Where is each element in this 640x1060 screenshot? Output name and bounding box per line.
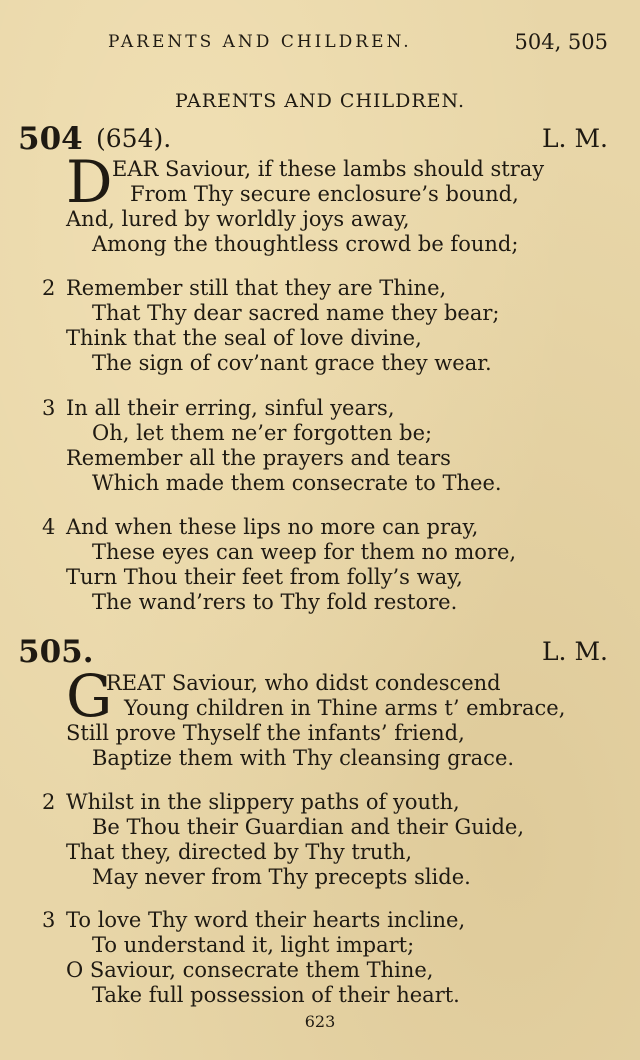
verse-line: Turn Thou their feet from folly’s way, [66, 565, 463, 589]
verse-line: Remember still that they are Thine, [66, 276, 447, 300]
section-heading: PARENTS AND CHILDREN. [175, 90, 465, 112]
running-title: PARENTS AND CHILDREN. [108, 32, 412, 52]
verse-line: The wand’rers to Thy fold restore. [92, 590, 458, 614]
verse-line: That Thy dear sacred name they bear; [92, 301, 500, 325]
hymn-number: 504 [18, 121, 83, 157]
page-folio: 623 [304, 1012, 336, 1031]
page-numbers: 504, 505 [514, 30, 608, 54]
verse-line: From Thy secure enclosure’s bound, [130, 182, 519, 206]
verse-line: The sign of cov’nant grace they wear. [92, 351, 492, 375]
verse-line: In all their erring, sinful years, [66, 396, 395, 420]
verse-line: Be Thou their Guardian and their Guide, [92, 815, 525, 839]
verse-line: Which made them consecrate to Thee. [92, 471, 502, 495]
verse-line: REAT Saviour, who didst condescend [106, 671, 501, 695]
verse-line: Think that the seal of love divine, [66, 326, 422, 350]
verse-line: O Saviour, consecrate them Thine, [66, 958, 434, 982]
verse-line: Take full possession of their heart. [92, 983, 460, 1007]
verse-line: Whilst in the slippery paths of youth, [66, 790, 460, 814]
verse-line: That they, directed by Thy truth, [66, 840, 413, 864]
verse-line: Still prove Thyself the infants’ friend, [66, 721, 465, 745]
verse-line: These eyes can weep for them no more, [92, 540, 517, 564]
verse-line: Oh, let them ne’er forgotten be; [92, 421, 433, 445]
verse-line: To understand it, light impart; [92, 933, 415, 957]
verse-line: And when these lips no more can pray, [66, 515, 479, 539]
verse-line: And, lured by worldly joys away, [66, 207, 410, 231]
verse-number: 4 [42, 515, 56, 539]
verse-line: Remember all the prayers and tears [66, 446, 451, 470]
verse-line: EAR Saviour, if these lambs should stray [112, 157, 545, 181]
verse-number: 2 [42, 276, 56, 300]
verse-number: 2 [42, 790, 56, 814]
hymn-meter: L. M. [541, 637, 608, 666]
verse-number: 3 [42, 908, 56, 932]
verse-line: Among the thoughtless crowd be found; [92, 232, 519, 256]
verse-number: 3 [42, 396, 56, 420]
verse-line: To love Thy word their hearts incline, [66, 908, 466, 932]
verse-line: May never from Thy precepts slide. [92, 865, 471, 889]
drop-cap: D [66, 148, 113, 216]
verse-line: Baptize them with Thy cleansing grace. [92, 746, 515, 770]
hymn-original-number: (654). [96, 124, 172, 153]
drop-cap: G [66, 662, 113, 730]
hymn-meter: L. M. [541, 124, 608, 153]
hymn-number: 505. [18, 634, 94, 670]
verse-line: Young children in Thine arms t’ embrace, [124, 696, 566, 720]
